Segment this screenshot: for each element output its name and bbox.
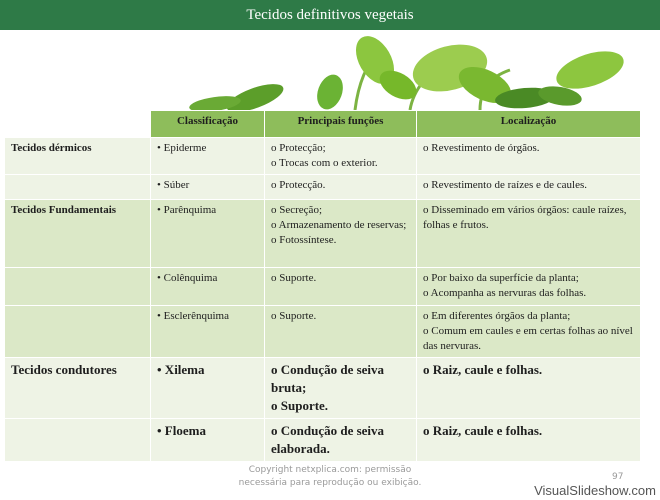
row-functions (265, 306, 417, 358)
plant-tissues-table (4, 110, 641, 462)
function-item: o Trocas com o exterior. (271, 157, 378, 169)
function-item: o Fotossíntese. (271, 234, 337, 246)
row-category: Tecidos condutores (5, 358, 151, 419)
row-functions (265, 419, 417, 462)
function-item: o Suporte. (271, 398, 329, 413)
row-location (417, 200, 641, 268)
row-functions (265, 268, 417, 306)
page-number: 97 (612, 472, 624, 482)
location-item: o Comum em caules e em certas folhas ao nível das nervuras. (423, 325, 633, 352)
table-row (5, 268, 641, 306)
header-functions: Principais funções (265, 111, 417, 138)
row-classification: • Xilema (151, 358, 265, 419)
location-item: o Raiz, caule e folhas. (423, 362, 543, 377)
function-item: o Condução de seiva elaborada. (271, 423, 385, 456)
location-item: o Raiz, caule e folhas. (423, 423, 543, 438)
slide-title: Tecidos definitivos vegetais (0, 0, 660, 30)
function-item: o Suporte. (271, 310, 317, 322)
function-item: o Suporte. (271, 272, 317, 284)
location-item: o Revestimento de raízes e de caules. (423, 179, 588, 191)
row-classification: • Epiderme (151, 138, 265, 175)
row-location (417, 268, 641, 306)
row-functions (265, 200, 417, 268)
row-functions (265, 175, 417, 200)
function-item: o Protecção. (271, 179, 326, 191)
row-classification: • Parênquima (151, 200, 265, 268)
row-location (417, 138, 641, 175)
row-category (5, 175, 151, 200)
function-item: o Armazenamento de reservas; (271, 219, 407, 231)
row-functions (265, 138, 417, 175)
location-item: o Disseminado em vários órgãos: caule raízes, folhas e frutos. (423, 204, 627, 231)
header-blank-cell (5, 111, 151, 138)
copyright-line: Copyright netxplica.com: permissão (248, 465, 412, 475)
plant-leaves-image (150, 30, 650, 110)
row-location (417, 306, 641, 358)
function-item: o Protecção; (271, 142, 326, 154)
table-row (5, 306, 641, 358)
table-row (5, 138, 641, 175)
table-row (5, 419, 641, 462)
location-item: o Em diferentes órgãos da planta; (423, 310, 571, 322)
leaf-group (188, 30, 628, 110)
location-item: o Por baixo da superfície da planta; (423, 272, 579, 284)
table-row (5, 358, 641, 419)
row-category: Tecidos dérmicos (5, 138, 151, 175)
watermark: VisualSlideshow.com (534, 483, 656, 498)
row-category (5, 268, 151, 306)
location-item: o Revestimento de órgãos. (423, 142, 540, 154)
table-header-row (5, 111, 641, 138)
row-classification: • Súber (151, 175, 265, 200)
copyright-line: necessária para reprodução ou exibição. (238, 478, 422, 488)
row-category: Tecidos Fundamentais (5, 200, 151, 268)
copyright-footer (230, 464, 430, 490)
row-classification: • Floema (151, 419, 265, 462)
row-location (417, 175, 641, 200)
row-classification: • Colênquima (151, 268, 265, 306)
function-item: o Condução de seiva bruta; (271, 362, 385, 395)
row-location (417, 419, 641, 462)
row-functions (265, 358, 417, 419)
header-location: Localização (417, 111, 641, 138)
row-location (417, 358, 641, 419)
table-row (5, 200, 641, 268)
table-row (5, 175, 641, 200)
row-category (5, 306, 151, 358)
row-category (5, 419, 151, 462)
function-item: o Secreção; (271, 204, 322, 216)
location-item: o Acompanha as nervuras das folhas. (423, 287, 587, 299)
row-classification: • Esclerênquima (151, 306, 265, 358)
header-classification: Classificação (151, 111, 265, 138)
